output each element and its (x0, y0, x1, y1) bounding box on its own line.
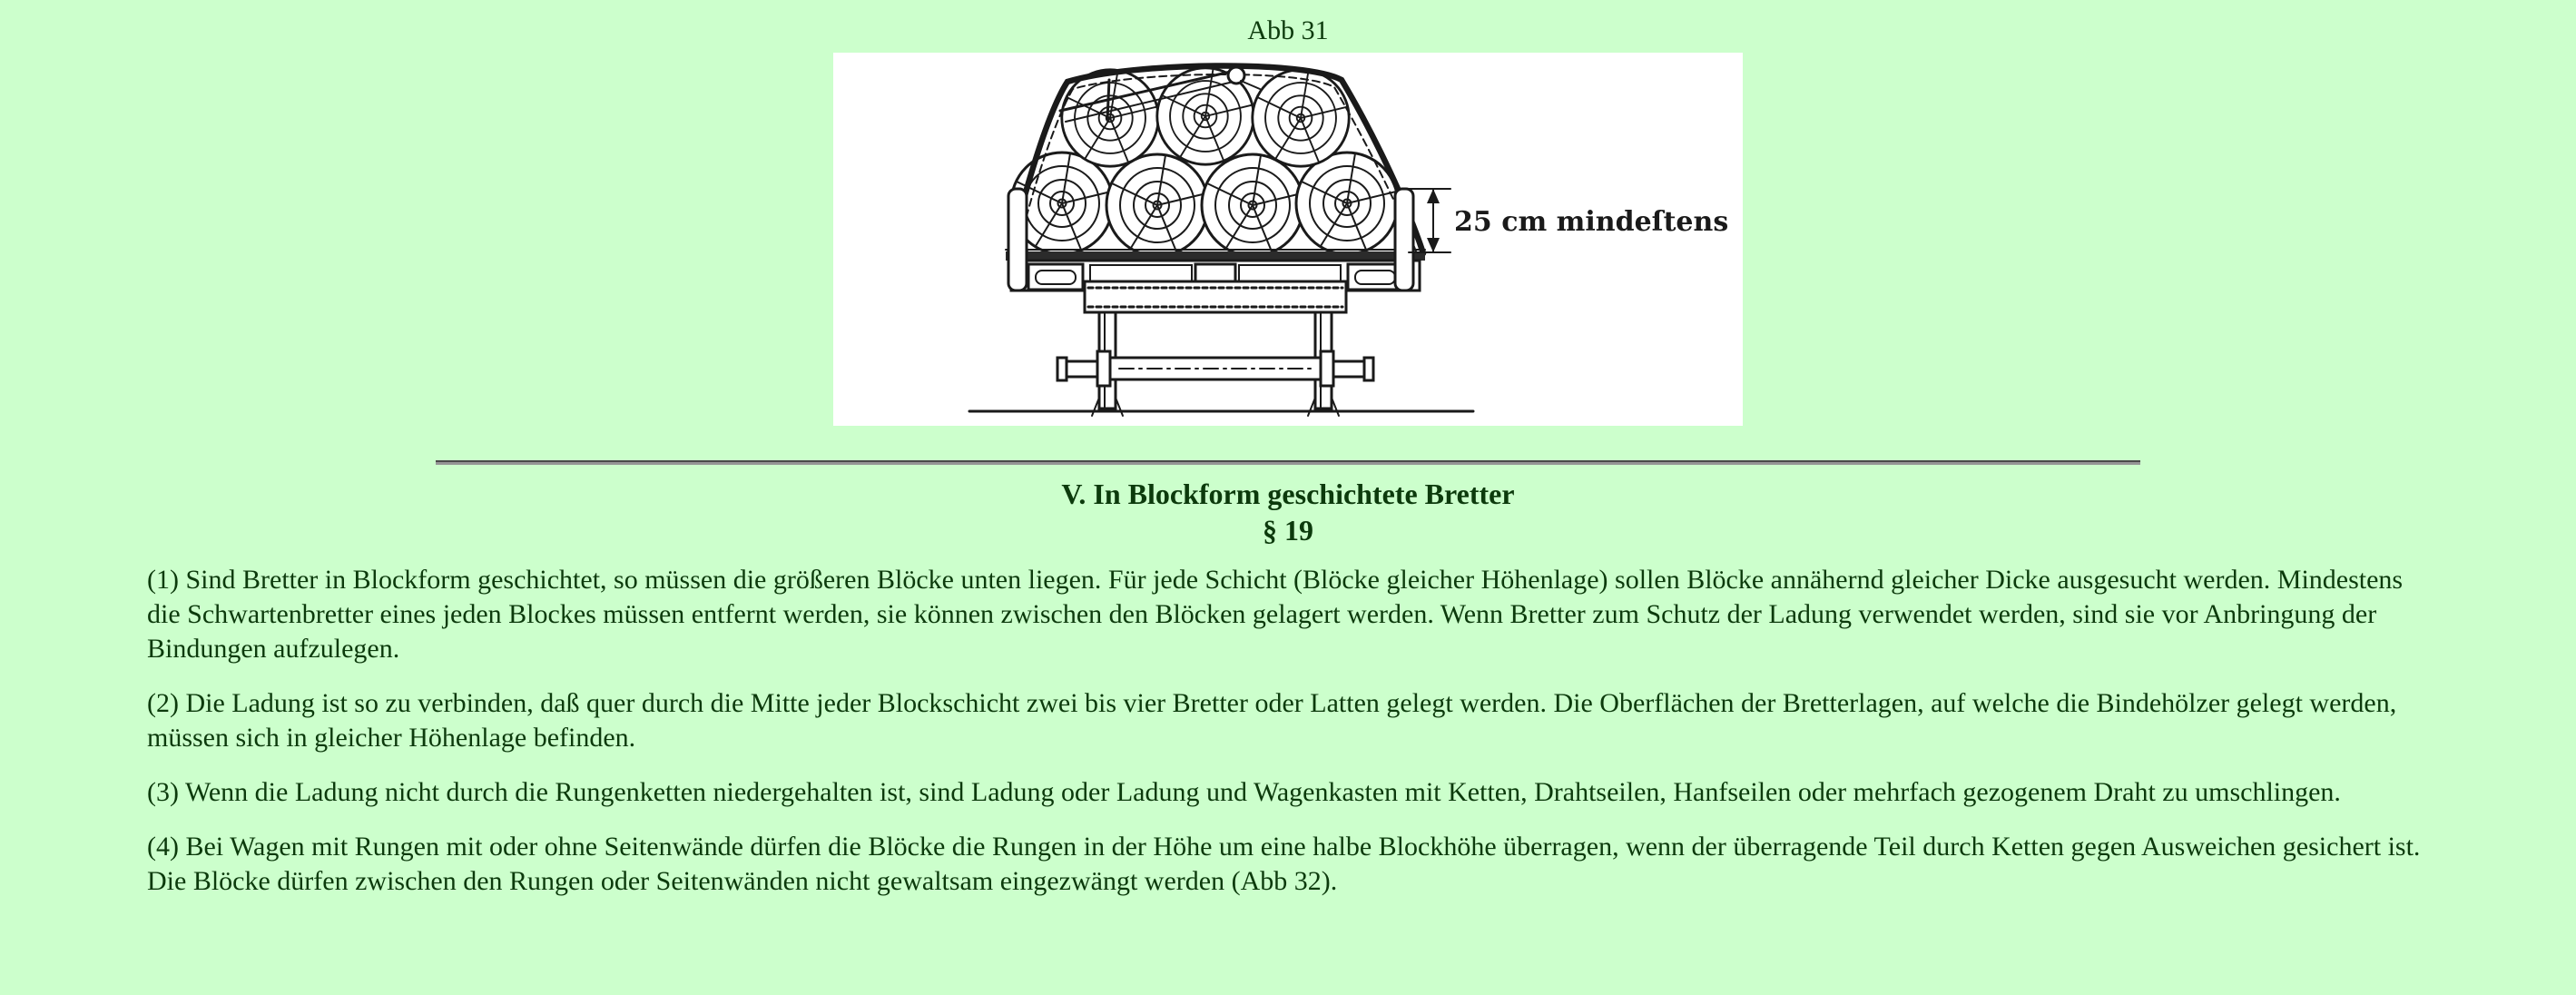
regulation-text (147, 563, 2434, 899)
dimension-annotation (1409, 189, 1728, 252)
paragraph-4: (4) Bei Wagen mit Rungen mit oder ohne Seitenwände dürfen die Blöcke die Rungen in der Höhe um eine halbe Blockhöhe überragen, wenn der überragende Teil durch Ketten gegen Ausweichen gesichert ist. Die Blöcke dürfen zwischen den Rungen oder Seitenwänden nicht gewaltsam eingezwängt werden (Abb 32). (147, 832, 2421, 896)
log-stack (1011, 68, 1398, 256)
log-wagon-drawing (833, 53, 1743, 426)
figure-caption: Abb 31 (1247, 15, 1329, 45)
section-heading: V. In Blockform geschichtete Bretter (1061, 478, 1515, 510)
figure-abb31 (833, 53, 1743, 426)
paragraph-1: (1) Sind Bretter in Blockform geschichtet, so müssen die größeren Blöcke unten liegen. Für jede Schicht (Blöcke gleicher Höhenlage) sollen Blöcke annähernd gleicher Dicke ausgesucht werden. Mindestens die Schwartenbretter eines jeden Blockes müssen entfernt werden, sie können zwischen den Blöcken gelagert werden. Wenn Bretter zum Schutz der Ladung verwendet werden, sind sie vor Anbringung der Bindungen aufzulegen. (147, 565, 2404, 664)
wagon-undercarriage (969, 281, 1473, 416)
paragraph-3: (3) Wenn die Ladung nicht durch die Rungenketten niedergehalten ist, sind Ladung oder Ladung und Wagenkasten mit Ketten, Drahtseilen, Hanfseilen oder mehrfach gezogenem Draht zu umschlingen. (147, 777, 2341, 807)
section-paragraph-number: § 19 (1263, 514, 1313, 547)
paragraph-2: (2) Die Ladung ist so zu verbinden, daß quer durch die Mitte jeder Blockschicht zwei bis vier Bretter oder Latten gelegt werden. Die Oberflächen der Bretterlagen, auf welche die Bindehölzer gelegt werden, müssen sich in gleicher Höhenlage befinden. (147, 688, 2397, 753)
section-divider (436, 460, 2140, 465)
dimension-label: 25 cm mindeſtens (1454, 206, 1729, 238)
